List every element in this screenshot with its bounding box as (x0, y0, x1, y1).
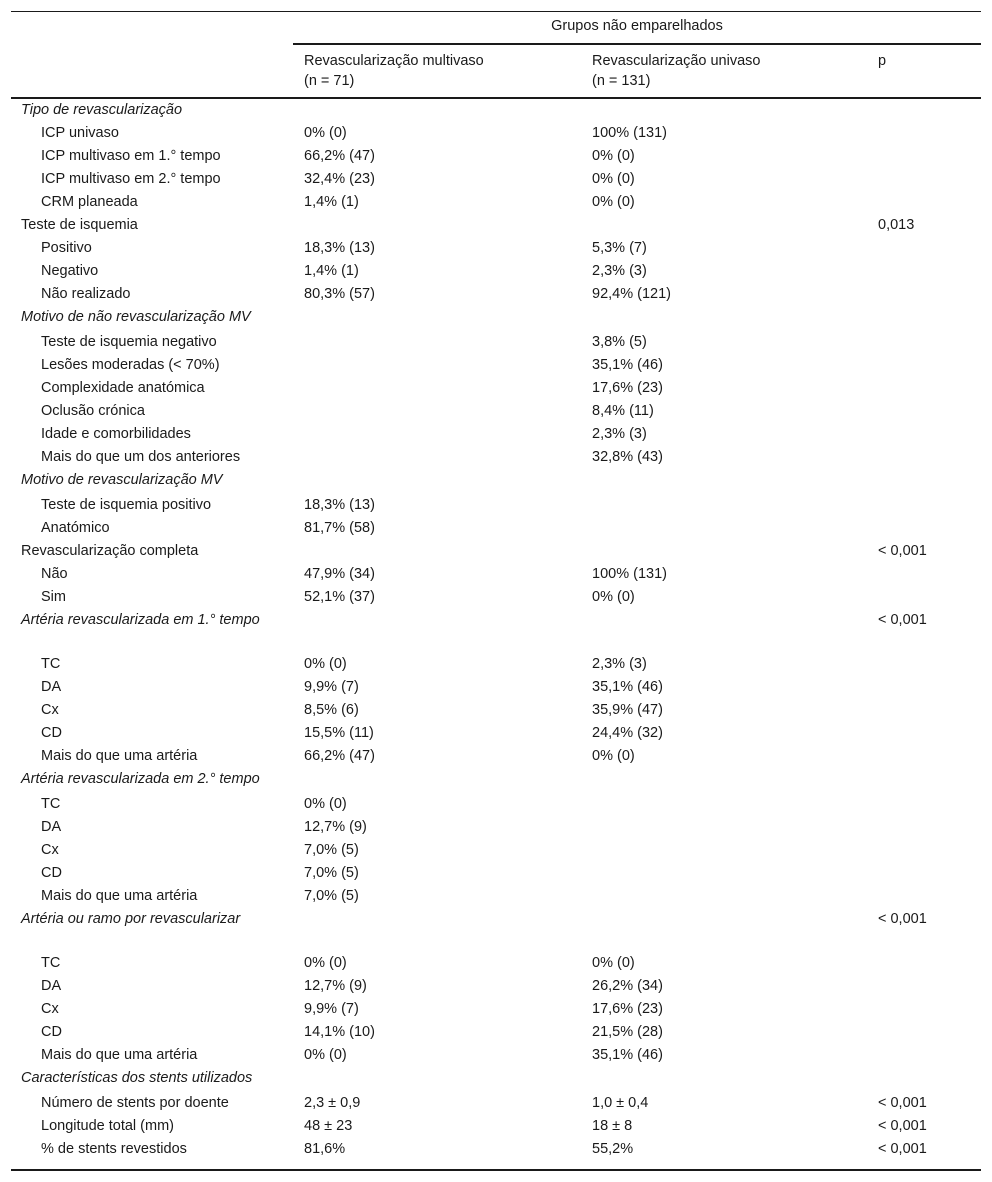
section-label: Artéria revascularizada em 1.° tempo (21, 612, 260, 628)
row-label: Número de stents por doente (41, 1095, 229, 1111)
row-label: CD (41, 1024, 62, 1040)
section-label: Artéria revascularizada em 2.° tempo (21, 771, 260, 787)
row-label: Sim (41, 589, 66, 605)
cell-univaso: 35,9% (47) (592, 702, 663, 718)
cell-multivaso: 18,3% (13) (304, 240, 375, 256)
cell-p-value: < 0,001 (878, 612, 927, 628)
cell-multivaso: 32,4% (23) (304, 171, 375, 187)
cell-p-value: 0,013 (878, 217, 915, 233)
row-label: Lesões moderadas (< 70%) (41, 357, 220, 373)
cell-univaso: 21,5% (28) (592, 1024, 663, 1040)
row-label: TC (41, 796, 61, 812)
cell-univaso: 0% (0) (592, 748, 635, 764)
cell-multivaso: 81,7% (58) (304, 520, 375, 536)
cell-univaso: 0% (0) (592, 171, 635, 187)
cell-univaso: 0% (0) (592, 194, 635, 210)
section-label: Artéria ou ramo por revascularizar (21, 911, 241, 927)
cell-univaso: 0% (0) (592, 955, 635, 971)
cell-univaso: 0% (0) (592, 589, 635, 605)
cell-multivaso: 9,9% (7) (304, 1001, 359, 1017)
section-label: Teste de isquemia (21, 217, 138, 233)
row-label: Mais do que uma artéria (41, 888, 198, 904)
row-label: Mais do que um dos anteriores (41, 449, 241, 465)
table-top-rule (11, 11, 981, 12)
column-header-univaso-title: Revascularização univaso (592, 53, 761, 69)
cell-multivaso: 2,3 ± 0,9 (304, 1095, 361, 1111)
cell-univaso: 18 ± 8 (592, 1118, 633, 1134)
cell-multivaso: 80,3% (57) (304, 286, 375, 302)
section-label: Características dos stents utilizados (21, 1070, 253, 1086)
cell-univaso: 17,6% (23) (592, 1001, 663, 1017)
cell-univaso: 3,8% (5) (592, 334, 647, 350)
cell-multivaso: 7,0% (5) (304, 842, 359, 858)
group-title: Grupos não emparelhados (551, 18, 723, 34)
section-label: Motivo de não revascularização MV (21, 309, 251, 325)
header-rule (11, 97, 981, 99)
cell-univaso: 24,4% (32) (592, 725, 663, 741)
row-label: Mais do que uma artéria (41, 1047, 198, 1063)
row-label: DA (41, 978, 62, 994)
cell-multivaso: 0% (0) (304, 955, 347, 971)
section-label: Revascularização completa (21, 543, 199, 559)
cell-p-value: < 0,001 (878, 1141, 927, 1157)
cell-univaso: 92,4% (121) (592, 286, 671, 302)
cell-p-value: < 0,001 (878, 1118, 927, 1134)
cell-univaso: 100% (131) (592, 566, 667, 582)
cell-multivaso: 1,4% (1) (304, 194, 359, 210)
cell-univaso: 35,1% (46) (592, 1047, 663, 1063)
cell-univaso: 2,3% (3) (592, 263, 647, 279)
cell-univaso: 8,4% (11) (592, 403, 654, 419)
row-label: % de stents revestidos (41, 1141, 187, 1157)
row-label: Negativo (41, 263, 99, 279)
cell-multivaso: 1,4% (1) (304, 263, 359, 279)
section-label: Motivo de revascularização MV (21, 472, 223, 488)
cell-multivaso: 52,1% (37) (304, 589, 375, 605)
row-label: ICP multivaso em 1.° tempo (41, 148, 221, 164)
row-label: Idade e comorbilidades (41, 426, 191, 442)
cell-multivaso: 81,6% (304, 1141, 346, 1157)
cell-multivaso: 12,7% (9) (304, 819, 367, 835)
cell-univaso: 2,3% (3) (592, 426, 647, 442)
cell-multivaso: 66,2% (47) (304, 748, 375, 764)
column-header-multivaso-n: (n = 71) (304, 73, 355, 89)
cell-multivaso: 66,2% (47) (304, 148, 375, 164)
cell-multivaso: 8,5% (6) (304, 702, 359, 718)
column-header-p: p (878, 53, 887, 69)
row-label: Complexidade anatómica (41, 380, 205, 396)
table-bottom-rule (11, 1169, 981, 1171)
cell-multivaso: 18,3% (13) (304, 497, 375, 513)
row-label: DA (41, 819, 62, 835)
cell-multivaso: 0% (0) (304, 125, 347, 141)
row-label: DA (41, 679, 62, 695)
cell-univaso: 35,1% (46) (592, 679, 663, 695)
column-header-univaso-n: (n = 131) (592, 73, 651, 89)
row-label: Teste de isquemia positivo (41, 497, 212, 513)
cell-multivaso: 0% (0) (304, 796, 347, 812)
row-label: CD (41, 865, 62, 881)
row-label: Não realizado (41, 286, 131, 302)
row-label: Cx (41, 702, 59, 718)
cell-univaso: 1,0 ± 0,4 (592, 1095, 649, 1111)
column-header-univaso (592, 51, 760, 91)
cell-multivaso: 47,9% (34) (304, 566, 375, 582)
section-label: Tipo de revascularização (21, 102, 183, 118)
cell-multivaso: 48 ± 23 (304, 1118, 353, 1134)
row-label: Teste de isquemia negativo (41, 334, 217, 350)
cell-multivaso: 0% (0) (304, 656, 347, 672)
cell-multivaso: 0% (0) (304, 1047, 347, 1063)
row-label: Não (41, 566, 68, 582)
cell-multivaso: 15,5% (11) (304, 725, 374, 741)
row-label: Oclusão crónica (41, 403, 145, 419)
row-label: Cx (41, 842, 59, 858)
cell-multivaso: 7,0% (5) (304, 888, 359, 904)
row-label: TC (41, 656, 61, 672)
cell-multivaso: 14,1% (10) (304, 1024, 375, 1040)
cell-univaso: 32,8% (43) (592, 449, 663, 465)
cell-multivaso: 9,9% (7) (304, 679, 359, 695)
group-rule (293, 43, 981, 45)
cell-univaso: 55,2% (592, 1141, 634, 1157)
cell-univaso: 100% (131) (592, 125, 667, 141)
cell-multivaso: 12,7% (9) (304, 978, 367, 994)
row-label: ICP multivaso em 2.° tempo (41, 171, 221, 187)
cell-univaso: 26,2% (34) (592, 978, 663, 994)
row-label: Anatómico (41, 520, 110, 536)
cell-univaso: 35,1% (46) (592, 357, 663, 373)
row-label: Positivo (41, 240, 92, 256)
cell-p-value: < 0,001 (878, 543, 927, 559)
cell-p-value: < 0,001 (878, 1095, 927, 1111)
cell-univaso: 0% (0) (592, 148, 635, 164)
cell-univaso: 2,3% (3) (592, 656, 647, 672)
row-label: Cx (41, 1001, 59, 1017)
row-label: CD (41, 725, 62, 741)
column-header-multivaso (304, 51, 484, 91)
row-label: Longitude total (mm) (41, 1118, 174, 1134)
cell-univaso: 5,3% (7) (592, 240, 647, 256)
cell-p-value: < 0,001 (878, 911, 927, 927)
row-label: ICP univaso (41, 125, 119, 141)
row-label: CRM planeada (41, 194, 138, 210)
column-header-multivaso-title: Revascularização multivaso (304, 53, 484, 69)
row-label: TC (41, 955, 61, 971)
cell-multivaso: 7,0% (5) (304, 865, 359, 881)
cell-univaso: 17,6% (23) (592, 380, 663, 396)
row-label: Mais do que uma artéria (41, 748, 198, 764)
